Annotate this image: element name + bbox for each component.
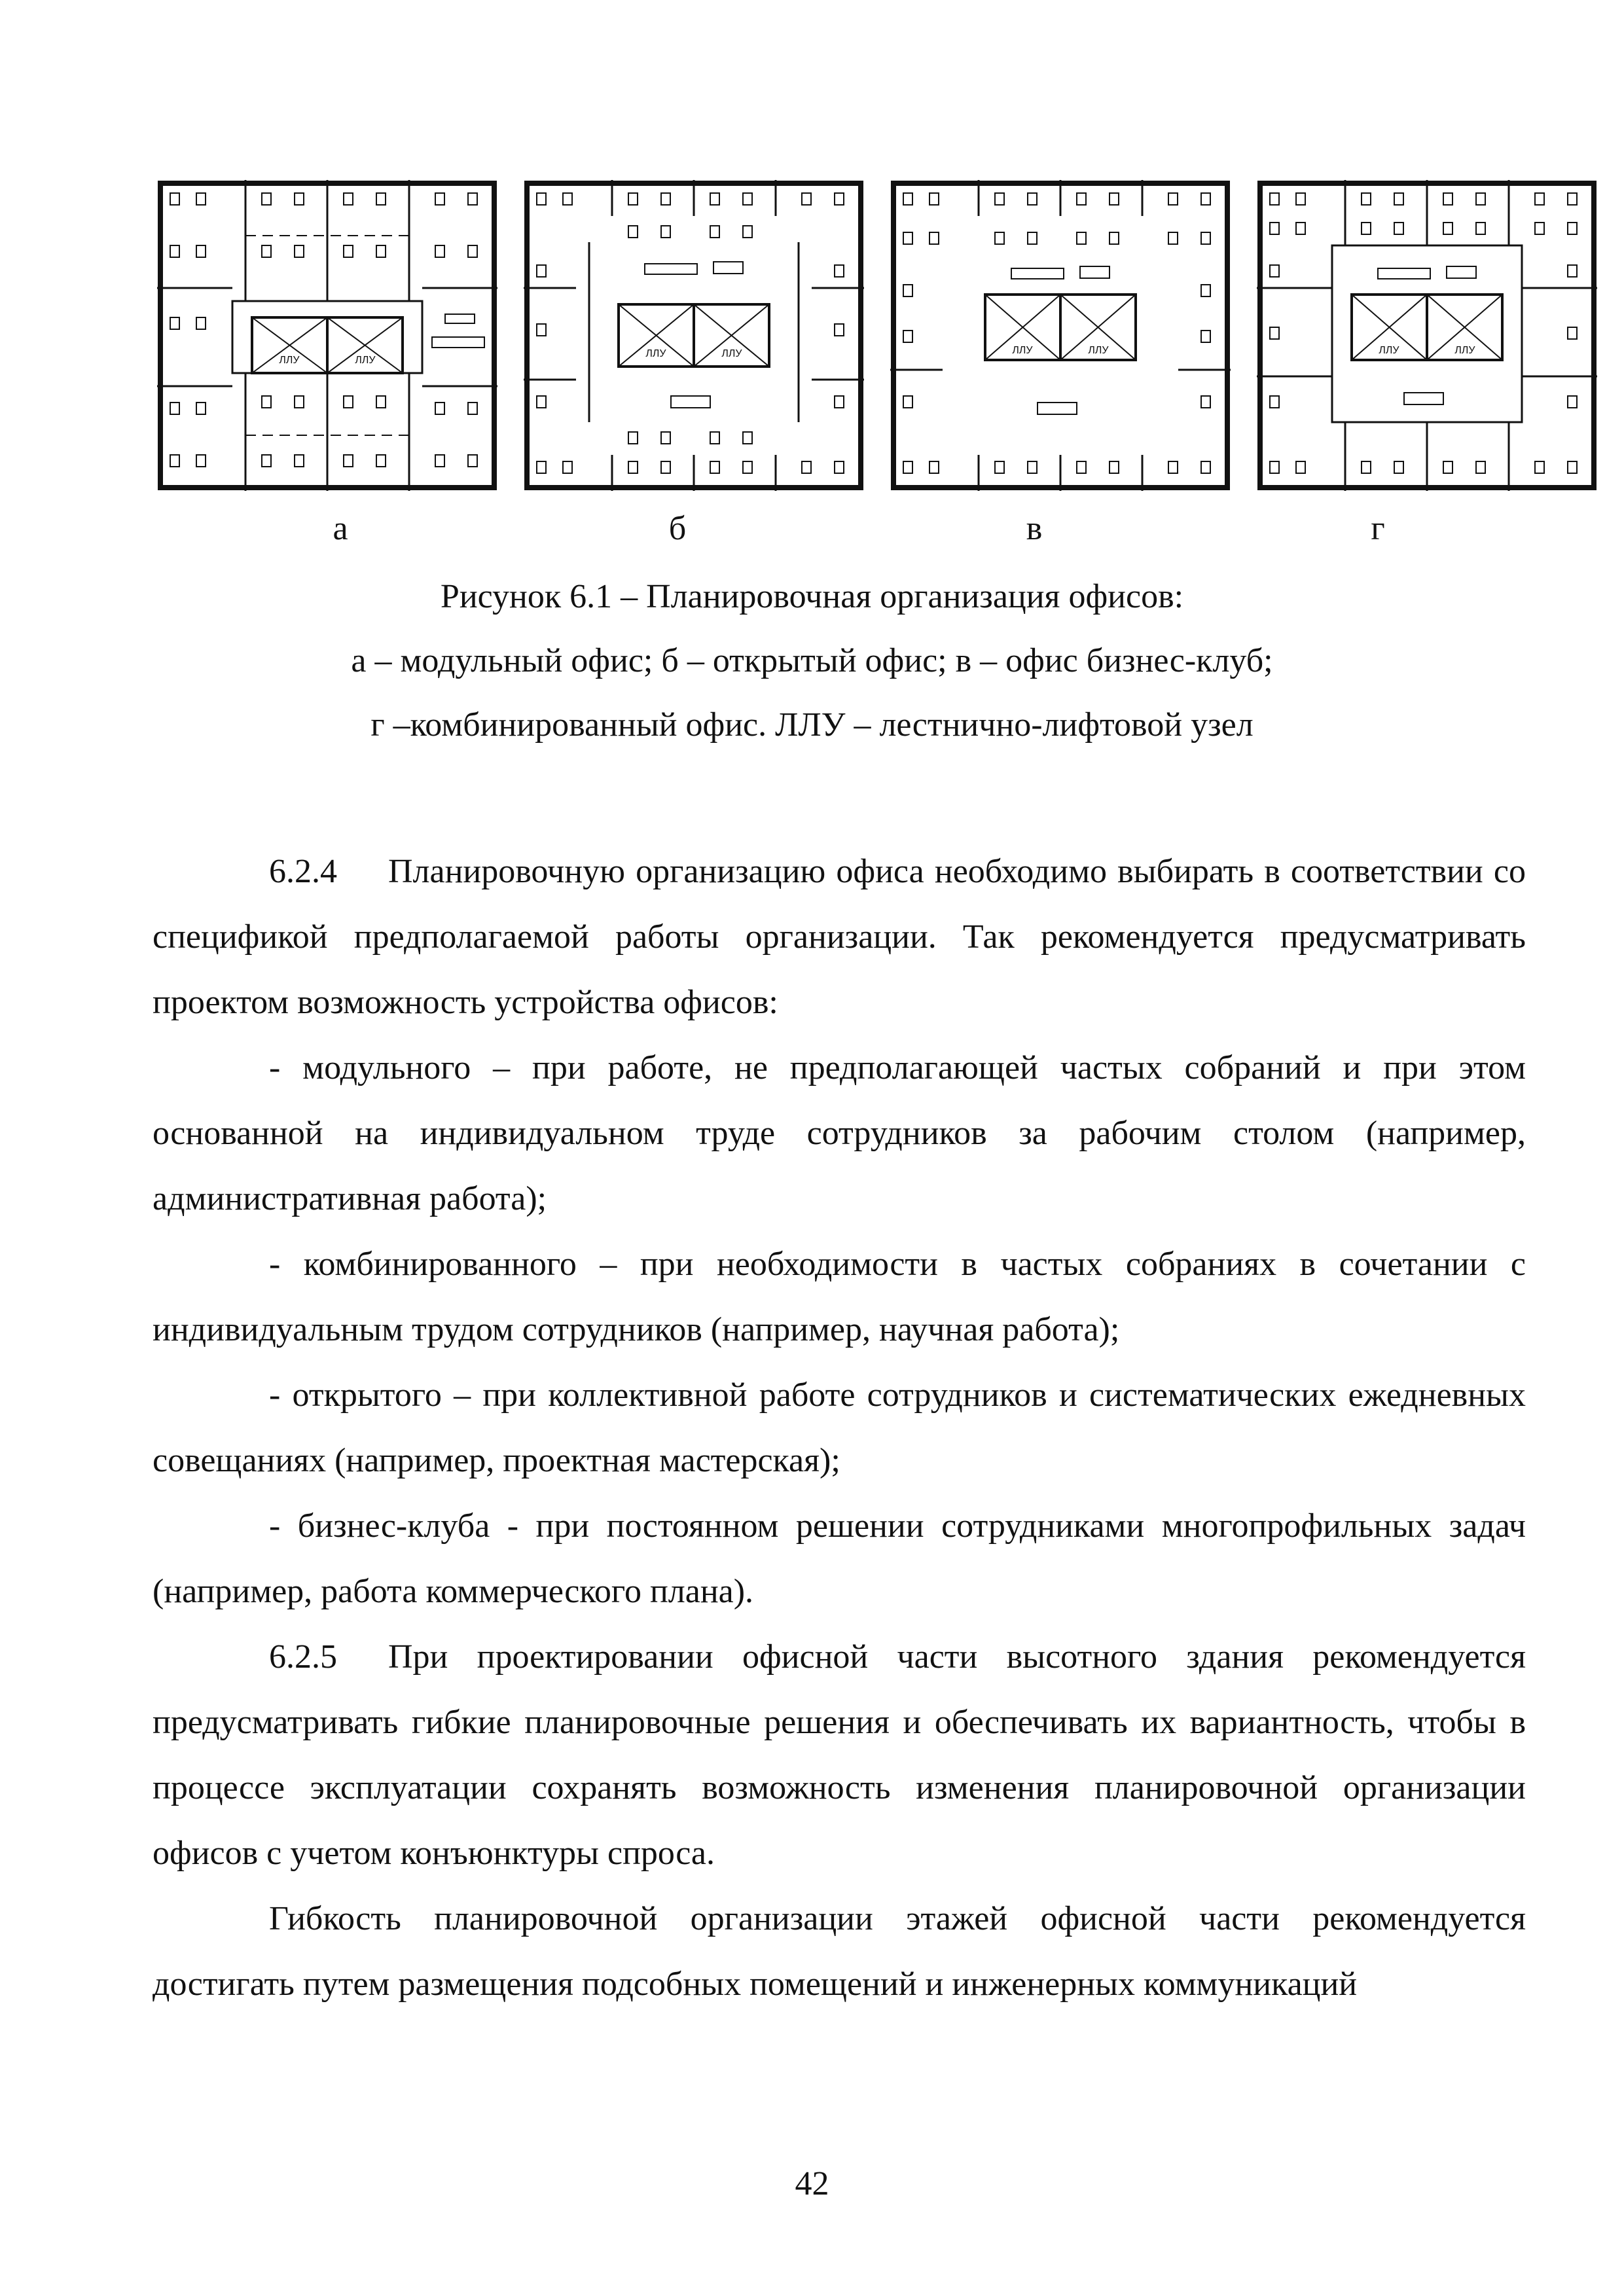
plan-letter-b: б [668,510,687,547]
core-label-a-1: ЛЛУ [279,355,300,366]
core-label-d-1: ЛЛУ [1379,345,1399,356]
floor-plan-modular-drawing [157,180,497,491]
core-label-b-2: ЛЛУ [721,348,742,359]
plan-letter-d: г [1371,510,1385,547]
core-label-c-1: ЛЛУ [1012,345,1033,356]
paragraph-6-2-4 [153,839,1526,1035]
list-item-modular: - модульного – при работе, не предполагающей частых собраний и при этом основанной на индивидуальном труде сотрудников за рабочим столом (например, административная работа); [153,1049,1526,1217]
clause-number-6-2-5: 6.2.5 [269,1638,337,1676]
figure-caption-title: Рисунок 6.1 – Планировочная организация офисов: [440,578,1184,615]
core-label-b-1: ЛЛУ [645,348,666,359]
list-item-combined: - комбинированного – при необходимости в частых собраниях в сочетании с индивидуальным трудом сотрудников (например, научная работа); [153,1246,1526,1348]
plan-letter-c: в [1026,510,1043,547]
figure-plans [157,180,1597,494]
paragraph-6-2-5-text: При проектировании офисной части высотного здания рекомендуется предусматривать гибкие планировочные решения и обеспечивать их вариантность, чтобы в процессе эксплуатации сохранять возможность изменения планировочной организации офисов с учетом конъюнктуры спроса. [153,1638,1526,1872]
plan-business-club [890,180,1231,491]
list-item-open: - открытого – при коллективной работе сотрудников и систематических ежедневных совещаниях (например, проектная мастерская); [153,1376,1526,1479]
paragraph-6-2-5 [153,1624,1526,1886]
paragraph-flexibility: Гибкость планировочной организации этажей офисной части рекомендуется достигать путем размещения подсобных помещений и инженерных коммуникаций [153,1900,1526,2003]
plan-open [524,180,864,491]
figure-caption-legend-2: г –комбинированный офис. ЛЛУ – лестнично-лифтовой узел [370,706,1254,744]
body-text [153,839,1526,2017]
floor-plan-open-drawing [524,180,864,491]
core-label-d-2: ЛЛУ [1454,345,1475,356]
plan-letter-a: а [333,510,348,547]
page-number: 42 [795,2165,829,2202]
plan-modular [157,180,497,491]
core-label-c-2: ЛЛУ [1088,345,1109,356]
floor-plan-combined-drawing [1257,180,1597,491]
figure-caption-legend-1: а – модульный офис; б – открытый офис; в – офис бизнес-клуб; [351,642,1273,679]
list-item-business-club: - бизнес-клуба - при постоянном решении сотрудниками многопрофильных задач (например, работа коммерческого плана). [153,1507,1526,1610]
plan-combined [1257,180,1597,491]
clause-number-6-2-4: 6.2.4 [269,853,337,890]
floor-plan-business-club-drawing [890,180,1231,491]
paragraph-6-2-4-text: Планировочную организацию офиса необходимо выбирать в соответствии со спецификой предполагаемой работы организации. Так рекомендуется предусматривать проектом возможность устройства офисов: [153,853,1526,1021]
core-label-a-2: ЛЛУ [355,355,376,366]
